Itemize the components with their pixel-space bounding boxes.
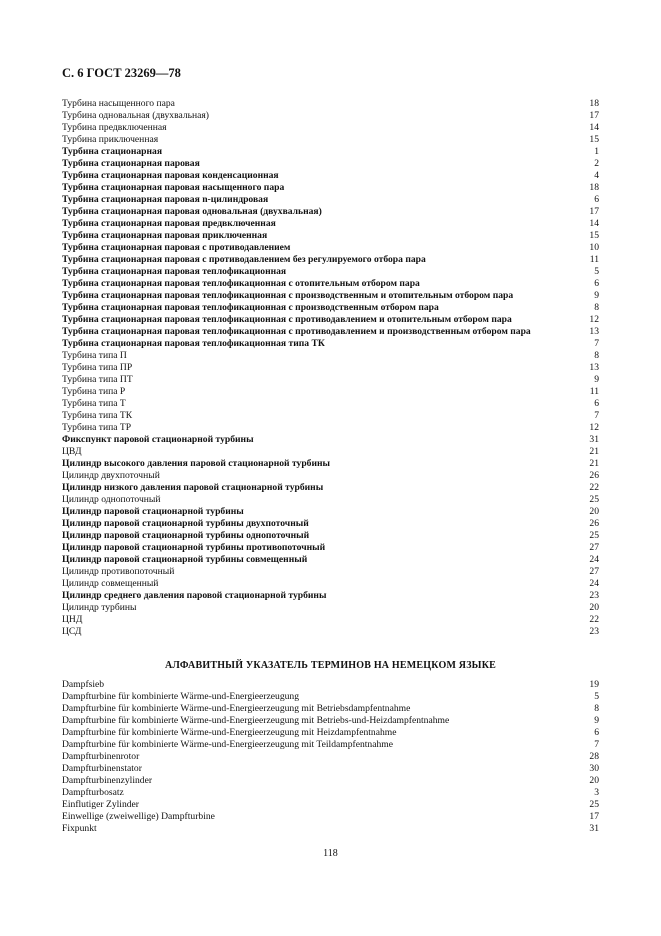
index-term: Dampfsieb: [62, 679, 105, 690]
index-entry: [62, 230, 599, 242]
index-entry: [62, 614, 599, 626]
index-term: Цилиндр низкого давления паровой стационарной турбины: [62, 482, 324, 493]
index-term: Турбина типа ПТ: [62, 374, 133, 385]
index-entry: [62, 278, 599, 290]
index-entry: [62, 314, 599, 326]
page-header: С. 6 ГОСТ 23269—78: [62, 66, 181, 80]
index-entry: [62, 470, 599, 482]
index-entry: [62, 422, 599, 434]
index-number: 9: [594, 290, 599, 301]
index-entry: [62, 602, 599, 614]
index-entry: [62, 326, 599, 338]
index-entry: [62, 194, 599, 206]
index-entry: [62, 506, 599, 518]
index-number: 31: [589, 434, 599, 445]
index-term: Dampfturbine für kombinierte Wärme-und-Energieerzeugung mit Teildampfentnahme: [62, 739, 393, 750]
index-number: 6: [594, 727, 599, 738]
index-entry: [62, 374, 599, 386]
index-number: 8: [594, 302, 599, 313]
index-entry: [62, 703, 599, 715]
index-entry: [62, 751, 599, 763]
index-number: 25: [589, 530, 599, 541]
index-number: 18: [589, 98, 599, 109]
index-number: 15: [589, 230, 599, 241]
index-number: 8: [594, 703, 599, 714]
index-number: 17: [589, 206, 599, 217]
index-entry: [62, 158, 599, 170]
index-term: Турбина приключенная: [62, 134, 159, 145]
index-entry: [62, 530, 599, 542]
index-number: 27: [589, 566, 599, 577]
index-entry: [62, 350, 599, 362]
index-term: Турбина стационарная паровая теплофикационная: [62, 266, 287, 277]
index-entry: [62, 206, 599, 218]
index-number: 14: [589, 218, 599, 229]
index-entry: [62, 458, 599, 470]
index-entry: [62, 398, 599, 410]
index-number: 20: [589, 775, 599, 786]
index-term: Турбина стационарная паровая конденсационная: [62, 170, 279, 181]
index-number: 10: [589, 242, 599, 253]
index-entry: [62, 242, 599, 254]
index-term: Турбина стационарная паровая теплофикационная с противодавлением и производственным отбором пара: [62, 326, 531, 337]
index-entry: [62, 775, 599, 787]
index-number: 20: [589, 506, 599, 517]
index-term: Цилиндр среднего давления паровой стационарной турбины: [62, 590, 327, 601]
index-term: Турбина насыщенного пара: [62, 98, 175, 109]
index-term: Dampfturbine für kombinierte Wärme-und-Energieerzeugung mit Betriebs-und-Heizdampfentnahme: [62, 715, 450, 726]
index-entry: [62, 554, 599, 566]
index-term: Dampfturbinenstator: [62, 763, 142, 774]
index-entry: [62, 254, 599, 266]
index-number: 4: [594, 170, 599, 181]
index-number: 11: [589, 386, 599, 397]
index-entry: [62, 679, 599, 691]
index-number: 15: [589, 134, 599, 145]
index-number: 5: [594, 266, 599, 277]
german-term-index: [62, 679, 599, 835]
index-term: Цилиндр паровой стационарной турбины двухпоточный: [62, 518, 309, 529]
index-entry: [62, 590, 599, 602]
index-entry: [62, 134, 599, 146]
index-term: Цилиндр однопоточный: [62, 494, 161, 505]
index-term: Цилиндр высокого давления паровой стационарной турбины: [62, 458, 331, 469]
index-number: 5: [594, 691, 599, 702]
index-number: 22: [589, 482, 599, 493]
index-entry: [62, 787, 599, 799]
index-entry: [62, 302, 599, 314]
index-number: 25: [589, 494, 599, 505]
index-term: Фикспункт паровой стационарной турбины: [62, 434, 254, 445]
index-term: Турбина типа ТР: [62, 422, 132, 433]
index-term: Турбина стационарная паровая приключенная: [62, 230, 268, 241]
index-entry: [62, 823, 599, 835]
index-term: ЦВД: [62, 446, 82, 457]
index-term: Турбина стационарная паровая теплофикационная с производственным и отопительным отбором пара: [62, 290, 514, 301]
index-entry: [62, 566, 599, 578]
index-entry: [62, 578, 599, 590]
index-number: 13: [589, 362, 599, 373]
index-entry: [62, 146, 599, 158]
index-term: Fixpunkt: [62, 823, 97, 834]
index-term: Турбина стационарная паровая одновальная (двухвальная): [62, 206, 322, 217]
index-term: Цилиндр паровой стационарной турбины противопоточный: [62, 542, 326, 553]
index-number: 2: [594, 158, 599, 169]
index-term: Einflutiger Zylinder: [62, 799, 139, 810]
index-number: 9: [594, 374, 599, 385]
index-term: Турбина стационарная паровая с противодавлением: [62, 242, 291, 253]
index-number: 25: [589, 799, 599, 810]
index-number: 21: [589, 458, 599, 469]
index-entry: [62, 386, 599, 398]
index-term: Турбина стационарная паровая n-цилиндровая: [62, 194, 269, 205]
index-term: Турбина типа Т: [62, 398, 126, 409]
index-entry: [62, 362, 599, 374]
index-number: 24: [589, 578, 599, 589]
index-number: 7: [594, 410, 599, 421]
index-number: 27: [589, 542, 599, 553]
index-term: Турбина стационарная паровая с противодавлением без регулируемого отбора пара: [62, 254, 426, 265]
index-term: ЦНД: [62, 614, 83, 625]
index-term: Турбина стационарная паровая теплофикационная типа ТК: [62, 338, 325, 349]
index-number: 14: [589, 122, 599, 133]
index-entry: [62, 799, 599, 811]
index-term: Турбина стационарная: [62, 146, 163, 157]
index-number: 6: [594, 194, 599, 205]
index-term: Dampfturbine für kombinierte Wärme-und-Energieerzeugung: [62, 691, 300, 702]
index-term: Цилиндр двухпоточный: [62, 470, 160, 481]
german-index-title: АЛФАВИТНЫЙ УКАЗАТЕЛЬ ТЕРМИНОВ НА НЕМЕЦКОМ ЯЗЫКЕ: [164, 660, 497, 671]
index-number: 7: [594, 739, 599, 750]
index-number: 8: [594, 350, 599, 361]
index-entry: [62, 290, 599, 302]
index-term: Турбина типа Р: [62, 386, 126, 397]
index-number: 12: [589, 422, 599, 433]
index-term: Цилиндр турбины: [62, 602, 137, 613]
index-term: Турбина одновальная (двухвальная): [62, 110, 210, 121]
index-entry: [62, 338, 599, 350]
index-number: 23: [589, 626, 599, 637]
index-number: 31: [589, 823, 599, 834]
index-entry: [62, 182, 599, 194]
index-number: 26: [589, 518, 599, 529]
index-term: ЦСД: [62, 626, 82, 637]
index-number: 19: [589, 679, 599, 690]
index-entry: [62, 266, 599, 278]
index-term: Цилиндр совмещенный: [62, 578, 159, 589]
index-number: 23: [589, 590, 599, 601]
index-term: Турбина предвключенная: [62, 122, 167, 133]
index-entry: [62, 122, 599, 134]
index-number: 24: [589, 554, 599, 565]
index-term: Турбина типа ПР: [62, 362, 133, 373]
index-number: 9: [594, 715, 599, 726]
index-number: 20: [589, 602, 599, 613]
index-term: Турбина типа ТК: [62, 410, 133, 421]
index-number: 17: [589, 110, 599, 121]
index-number: 18: [589, 182, 599, 193]
index-term: Dampfturbinenrotor: [62, 751, 140, 762]
index-number: 1: [594, 146, 599, 157]
index-entry: [62, 626, 599, 638]
index-term: Турбина стационарная паровая теплофикационная с производственным отбором пара: [62, 302, 439, 313]
index-term: Турбина стационарная паровая предвключенная: [62, 218, 276, 229]
index-number: 21: [589, 446, 599, 457]
index-entry: [62, 691, 599, 703]
index-entry: [62, 715, 599, 727]
index-number: 26: [589, 470, 599, 481]
index-term: Турбина стационарная паровая: [62, 158, 200, 169]
index-entry: [62, 518, 599, 530]
index-entry: [62, 110, 599, 122]
index-entry: [62, 727, 599, 739]
index-term: Цилиндр паровой стационарной турбины однопоточный: [62, 530, 310, 541]
index-entry: [62, 434, 599, 446]
index-number: 28: [589, 751, 599, 762]
index-term: Турбина типа П: [62, 350, 127, 361]
index-term: Einwellige (zweiwellige) Dampfturbine: [62, 811, 215, 822]
index-entry: [62, 494, 599, 506]
index-number: 17: [589, 811, 599, 822]
index-term: Dampfturbosatz: [62, 787, 124, 798]
index-term: Турбина стационарная паровая теплофикационная с противодавлением и отопительным отбором пара: [62, 314, 512, 325]
index-term: Dampfturbine für kombinierte Wärme-und-Energieerzeugung mit Heizdampfentnahme: [62, 727, 397, 738]
index-number: 11: [589, 254, 599, 265]
index-term: Цилиндр паровой стационарной турбины совмещенный: [62, 554, 308, 565]
russian-term-index: [62, 98, 599, 638]
index-number: 7: [594, 338, 599, 349]
index-entry: [62, 811, 599, 823]
index-number: 22: [589, 614, 599, 625]
index-entry: [62, 170, 599, 182]
index-number: 3: [594, 787, 599, 798]
index-term: Цилиндр противопоточный: [62, 566, 175, 577]
index-entry: [62, 98, 599, 110]
index-term: Турбина стационарная паровая насыщенного пара: [62, 182, 285, 193]
index-entry: [62, 739, 599, 751]
index-entry: [62, 482, 599, 494]
index-entry: [62, 218, 599, 230]
index-number: 13: [589, 326, 599, 337]
page-number: 118: [323, 848, 338, 859]
index-number: 6: [594, 278, 599, 289]
index-term: Dampfturbinenzylinder: [62, 775, 153, 786]
index-term: Dampfturbine für kombinierte Wärme-und-Energieerzeugung mit Betriebsdampfentnahme: [62, 703, 411, 714]
index-entry: [62, 763, 599, 775]
index-entry: [62, 410, 599, 422]
index-term: Турбина стационарная паровая теплофикационная с отопительным отбором пара: [62, 278, 420, 289]
index-entry: [62, 446, 599, 458]
index-number: 30: [589, 763, 599, 774]
index-number: 12: [589, 314, 599, 325]
index-number: 6: [594, 398, 599, 409]
index-term: Цилиндр паровой стационарной турбины: [62, 506, 244, 517]
index-entry: [62, 542, 599, 554]
